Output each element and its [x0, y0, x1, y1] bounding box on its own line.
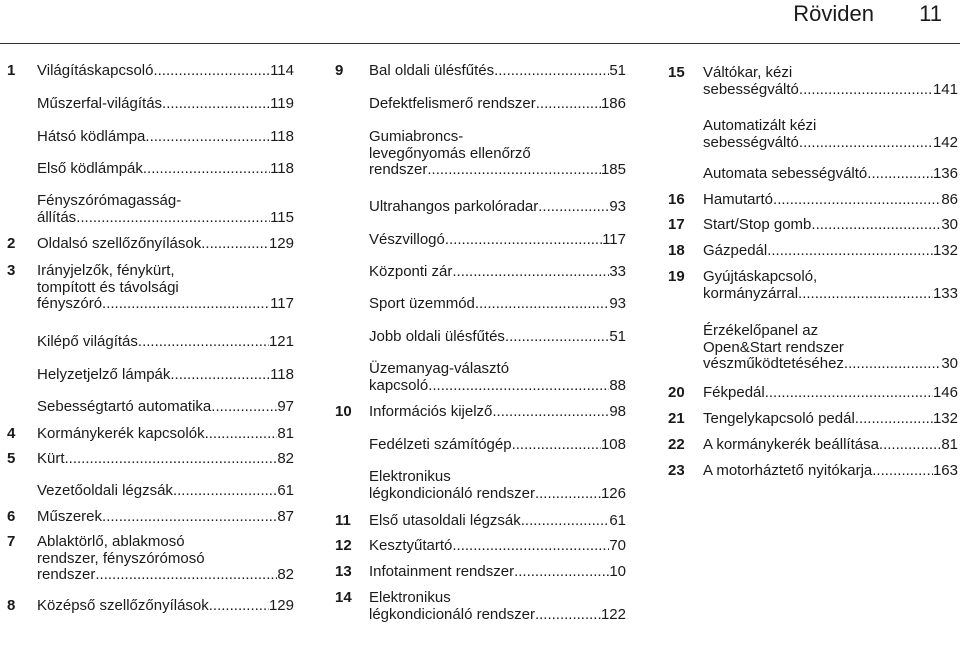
item-text-line: rendszer, fényszórómosó	[37, 549, 205, 567]
item-leader-line	[703, 243, 958, 260]
item-number: 11	[335, 512, 351, 529]
item-label: Defektfelismerő rendszer	[369, 95, 536, 112]
item-leader-line	[37, 210, 294, 227]
item-text-line: Open&Start rendszer	[703, 338, 844, 356]
item-leader-line	[369, 538, 626, 555]
item-leader-line	[37, 567, 294, 584]
item-number: 13	[335, 563, 352, 580]
dot-leader	[143, 161, 270, 178]
item-text	[37, 236, 294, 253]
item-page-ref: 185	[600, 161, 626, 178]
item-leader-line	[703, 385, 958, 402]
header-divider	[0, 43, 960, 44]
item-page-ref: 117	[602, 231, 626, 248]
item-label: Infotainment rendszer	[369, 563, 515, 580]
item-page-ref: 93	[609, 198, 626, 215]
dot-leader	[138, 334, 269, 351]
item-number: 18	[668, 242, 685, 259]
item-label: Hátsó ködlámpa	[37, 128, 146, 145]
item-leader-line	[703, 135, 958, 152]
item-page-ref: 30	[941, 216, 958, 233]
dot-leader	[209, 598, 269, 615]
item-label: Bal oldali ülésfűtés	[369, 62, 495, 79]
item-label: fényszóró	[37, 295, 103, 312]
dot-leader	[494, 63, 609, 80]
item-label: Információs kijelző	[369, 403, 493, 420]
item-page-ref: 132	[932, 410, 958, 427]
dot-leader	[201, 236, 269, 253]
dot-leader	[65, 451, 278, 468]
item-number: 1	[7, 62, 16, 79]
item-label: Gázpedál	[703, 242, 768, 259]
item-label: Műszerfal-világítás	[37, 95, 163, 112]
item-label: Sebességtartó automatika	[37, 398, 212, 415]
item-leader-line	[369, 329, 626, 346]
item-label: Első utasoldali légzsák	[369, 512, 521, 529]
item-leader-line	[703, 192, 958, 209]
item-label: Középső szellőzőnyílások	[37, 597, 209, 614]
item-page-ref: 129	[268, 597, 294, 614]
item-page-ref: 81	[277, 425, 294, 442]
dot-leader	[102, 296, 270, 313]
item-leader-line	[37, 509, 294, 526]
item-leader-line	[37, 598, 294, 615]
item-text	[37, 483, 294, 500]
item-leader-line	[37, 426, 294, 443]
item-text-line: Gumiabroncs-	[369, 128, 464, 145]
item-page-ref: 186	[600, 95, 626, 112]
item-page-ref: 61	[609, 512, 626, 529]
item-page-ref: 87	[277, 508, 294, 525]
item-number: 20	[668, 384, 685, 401]
item-leader-line	[369, 232, 626, 249]
item-leader-line	[37, 334, 294, 351]
dot-leader	[844, 356, 941, 373]
item-page-ref: 129	[268, 235, 294, 252]
item-leader-line	[37, 296, 294, 313]
page-number: 11	[919, 1, 942, 26]
item-leader-line	[37, 96, 294, 113]
item-leader-line	[369, 96, 626, 113]
dot-leader	[872, 463, 933, 480]
item-leader-line	[37, 63, 294, 80]
page-header	[0, 0, 960, 40]
item-page-ref: 119	[270, 95, 294, 112]
item-text	[37, 426, 294, 443]
item-text	[37, 263, 294, 313]
item-number: 17	[668, 216, 685, 233]
item-page-ref: 108	[600, 436, 626, 453]
item-text	[703, 192, 958, 209]
item-text	[369, 513, 626, 530]
item-number: 3	[7, 262, 16, 279]
item-leader-line	[369, 607, 626, 624]
item-text-line: Elektronikus	[369, 468, 451, 485]
item-page-ref: 114	[270, 62, 294, 79]
item-number: 15	[668, 64, 685, 81]
item-text	[369, 329, 626, 346]
dot-leader	[535, 486, 601, 503]
item-text-line: levegőnyomás ellenőrző	[369, 144, 531, 162]
item-page-ref: 118	[270, 160, 294, 177]
item-text	[37, 509, 294, 526]
item-leader-line	[369, 162, 626, 179]
item-page-ref: 98	[609, 403, 626, 420]
item-text	[369, 361, 626, 394]
item-page-ref: 51	[609, 328, 626, 345]
item-leader-line	[703, 82, 958, 99]
item-number: 23	[668, 462, 685, 479]
item-page-ref: 61	[277, 482, 294, 499]
item-text	[369, 469, 626, 502]
item-text	[37, 96, 294, 113]
item-text	[37, 161, 294, 178]
item-page-ref: 93	[609, 295, 626, 312]
item-leader-line	[37, 483, 294, 500]
item-text	[703, 166, 958, 183]
dot-leader	[153, 63, 270, 80]
item-page-ref: 70	[609, 537, 626, 554]
item-leader-line	[37, 161, 294, 178]
item-text	[37, 334, 294, 351]
item-leader-line	[37, 399, 294, 416]
item-label: légkondicionáló rendszer	[369, 484, 535, 502]
item-leader-line	[369, 378, 626, 395]
item-leader-line	[369, 437, 626, 454]
dot-leader	[505, 329, 609, 346]
item-text-line: Üzemanyag-választó	[369, 360, 510, 377]
item-label: Világításkapcsoló	[37, 62, 154, 79]
item-label: Fékpedál	[703, 384, 765, 401]
dot-leader	[799, 135, 933, 152]
section-title: Röviden	[793, 1, 874, 26]
item-label: Kormánykerék kapcsolók	[37, 425, 205, 442]
dot-leader	[102, 509, 277, 526]
item-page-ref: 126	[600, 484, 626, 502]
item-page-ref: 51	[609, 62, 626, 79]
item-page-ref: 132	[932, 242, 958, 259]
item-page-ref: 118	[270, 366, 294, 383]
item-text	[369, 63, 626, 80]
item-leader-line	[369, 564, 626, 581]
item-label: vészműködtetéséhez	[703, 355, 844, 372]
item-text	[703, 323, 958, 373]
item-leader-line	[369, 513, 626, 530]
dot-leader	[855, 411, 933, 428]
dot-leader	[798, 286, 933, 303]
item-text	[703, 463, 958, 480]
item-label: kapcsoló	[369, 376, 429, 394]
item-page-ref: 146	[932, 384, 958, 401]
item-leader-line	[369, 199, 626, 216]
item-text-line: Gyújtáskapcsoló,	[703, 268, 818, 285]
item-leader-line	[369, 404, 626, 421]
dot-leader	[535, 607, 601, 624]
item-label: Központi zár	[369, 263, 453, 280]
item-number: 2	[7, 235, 16, 252]
item-leader-line	[37, 129, 294, 146]
item-leader-line	[703, 217, 958, 234]
item-text-line: Érzékelőpanel az	[703, 322, 819, 339]
item-label: Műszerek	[37, 508, 103, 525]
dot-leader	[452, 264, 609, 281]
dot-leader	[799, 82, 933, 99]
item-label: Automata sebességváltó	[703, 165, 868, 182]
item-page-ref: 163	[932, 462, 958, 479]
dot-leader	[492, 404, 609, 421]
item-label: Jobb oldali ülésfűtés	[369, 328, 505, 345]
item-text	[37, 399, 294, 416]
item-leader-line	[703, 356, 958, 373]
item-label: állítás	[37, 208, 77, 226]
item-text-line: Ablaktörlő, ablakmosó	[37, 533, 185, 550]
item-text	[37, 451, 294, 468]
item-text	[703, 118, 958, 151]
item-label: Ultrahangos parkolóradar	[369, 198, 539, 215]
item-label: A motorháztető nyitókarja	[703, 462, 873, 479]
dot-leader	[765, 385, 933, 402]
dot-leader	[145, 129, 270, 146]
item-page-ref: 117	[270, 295, 294, 312]
item-text-line: Irányjelzők, fénykürt,	[37, 262, 175, 279]
item-text-line: Elektronikus	[369, 589, 451, 606]
item-page-ref: 121	[268, 333, 294, 350]
item-leader-line	[369, 296, 626, 313]
item-leader-line	[37, 367, 294, 384]
item-label: Fedélzeti számítógép	[369, 436, 512, 453]
item-number: 9	[335, 62, 344, 79]
item-text	[37, 193, 294, 226]
item-page-ref: 81	[941, 436, 958, 453]
item-text-line: Fényszórómagasság-	[37, 192, 182, 209]
item-text	[703, 269, 958, 302]
item-text	[37, 63, 294, 80]
item-text	[369, 232, 626, 249]
item-label: légkondicionáló rendszer	[369, 605, 535, 623]
item-page-ref: 122	[600, 605, 626, 623]
item-page-ref: 82	[277, 566, 294, 583]
item-number: 6	[7, 508, 16, 525]
dot-leader	[76, 210, 270, 227]
item-leader-line	[369, 63, 626, 80]
item-text	[369, 96, 626, 113]
dot-leader	[205, 426, 278, 443]
item-text-line: Váltókar, kézi	[703, 64, 793, 81]
item-text	[369, 404, 626, 421]
item-page-ref: 97	[277, 398, 294, 415]
dot-leader	[521, 513, 610, 530]
dot-leader	[514, 564, 609, 581]
item-leader-line	[369, 264, 626, 281]
item-number: 4	[7, 425, 16, 442]
item-text	[369, 590, 626, 623]
item-text	[369, 564, 626, 581]
item-page-ref: 136	[932, 165, 958, 182]
item-label: Hamutartó	[703, 191, 774, 208]
dot-leader	[162, 96, 270, 113]
dot-leader	[475, 296, 609, 313]
item-text	[703, 385, 958, 402]
item-label: Oldalsó szellőzőnyílások	[37, 235, 202, 252]
item-label: Kürt	[37, 450, 65, 467]
item-number: 7	[7, 533, 16, 550]
dot-leader	[536, 96, 601, 113]
item-label: sebességváltó	[703, 133, 799, 151]
dot-leader	[170, 367, 270, 384]
item-text	[37, 367, 294, 384]
item-number: 21	[668, 410, 685, 427]
dot-leader	[173, 483, 277, 500]
item-label: Tengelykapcsoló pedál	[703, 410, 855, 427]
item-leader-line	[703, 286, 958, 303]
item-number: 12	[335, 537, 352, 554]
item-page-ref: 133	[932, 284, 958, 302]
dot-leader	[452, 538, 609, 555]
item-page-ref: 33	[609, 263, 626, 280]
item-label: A kormánykerék beállítása	[703, 436, 879, 453]
dot-leader	[445, 232, 602, 249]
item-text	[369, 129, 626, 179]
item-label: Kilépő világítás	[37, 333, 138, 350]
item-text	[37, 598, 294, 615]
item-number: 14	[335, 589, 352, 606]
item-page-ref: 118	[270, 128, 294, 145]
item-page-ref: 88	[609, 376, 626, 394]
item-text	[703, 65, 958, 98]
dot-leader	[512, 437, 601, 454]
item-leader-line	[37, 451, 294, 468]
dot-leader	[767, 243, 933, 260]
item-page-ref: 86	[941, 191, 958, 208]
item-leader-line	[703, 463, 958, 480]
item-label: Vészvillogó	[369, 231, 445, 248]
item-text	[37, 534, 294, 584]
item-page-ref: 115	[270, 208, 294, 226]
item-label: Sport üzemmód	[369, 295, 475, 312]
dot-leader	[428, 378, 609, 395]
item-label: Első ködlámpák	[37, 160, 143, 177]
item-label: Start/Stop gomb	[703, 216, 812, 233]
item-text	[703, 217, 958, 234]
dot-leader	[427, 162, 601, 179]
item-page-ref: 30	[941, 355, 958, 372]
dot-leader	[811, 217, 941, 234]
item-label: sebességváltó	[703, 80, 799, 98]
item-label: rendszer	[37, 566, 96, 583]
item-page-ref: 82	[277, 450, 294, 467]
item-label: Helyzetjelző lámpák	[37, 366, 171, 383]
item-text	[703, 411, 958, 428]
dot-leader	[95, 567, 277, 584]
item-leader-line	[703, 411, 958, 428]
item-number: 5	[7, 450, 16, 467]
item-text	[369, 538, 626, 555]
item-number: 22	[668, 436, 685, 453]
item-text	[369, 264, 626, 281]
item-number: 19	[668, 268, 685, 285]
item-page-ref: 141	[932, 80, 958, 98]
dot-leader	[538, 199, 609, 216]
item-text	[703, 437, 958, 454]
item-label: kormányzárral	[703, 284, 799, 302]
item-leader-line	[369, 486, 626, 503]
item-text	[369, 199, 626, 216]
item-text-line: Automatizált kézi	[703, 117, 817, 134]
item-leader-line	[703, 166, 958, 183]
dot-leader	[211, 399, 277, 416]
item-leader-line	[37, 236, 294, 253]
item-label: Kesztyűtartó	[369, 537, 453, 554]
item-page-ref: 142	[932, 133, 958, 151]
item-text-line: tompított és távolsági	[37, 278, 179, 296]
item-text	[369, 296, 626, 313]
item-number: 10	[335, 403, 352, 420]
dot-leader	[867, 166, 933, 183]
item-text	[369, 437, 626, 454]
item-label: rendszer	[369, 161, 428, 178]
dot-leader	[879, 437, 941, 454]
item-text	[37, 129, 294, 146]
item-number: 16	[668, 191, 685, 208]
dot-leader	[773, 192, 941, 209]
item-number: 8	[7, 597, 16, 614]
item-text	[703, 243, 958, 260]
item-page-ref: 10	[609, 563, 626, 580]
item-label: Vezetőoldali légzsák	[37, 482, 173, 499]
item-leader-line	[703, 437, 958, 454]
